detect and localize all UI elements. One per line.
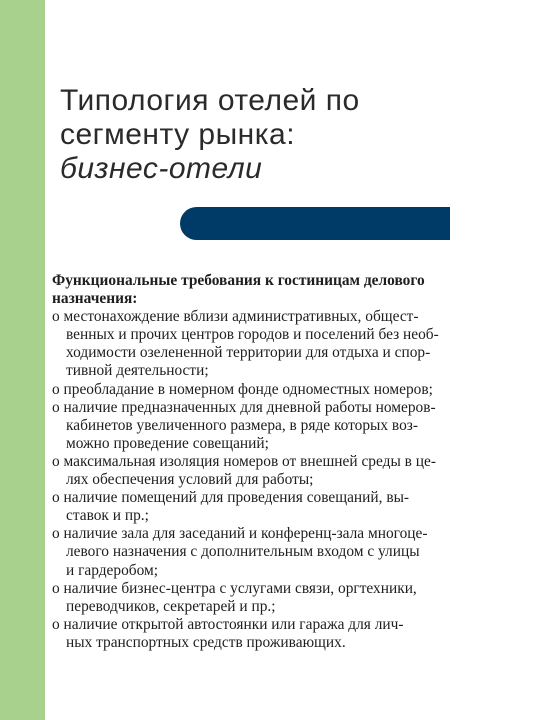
doc-line: кабинетов увеличенного размера, в ряде которых воз-	[66, 416, 418, 434]
doc-line: о наличие предназначенных для дневной работы номеров-	[52, 398, 436, 416]
doc-line: ходимости озелененной территории для отдыха и спор-	[66, 344, 431, 362]
doc-line: о местонахождение вблизи административных, общест-	[52, 308, 419, 326]
title-line-2: сегменту рынка:	[60, 118, 296, 151]
title-line-1: Типология отелей по	[60, 84, 360, 117]
doc-line: переводчиков, секретарей и пр.;	[66, 597, 276, 615]
accent-bar	[210, 207, 450, 240]
doc-heading-line-1: Функциональные требования к гостиницам делового	[52, 272, 425, 289]
doc-line: и гардеробом;	[66, 561, 159, 579]
doc-line: венных и прочих центров городов и поселений без необ-	[66, 326, 439, 344]
doc-line: о наличие зала для заседаний и конференц-зала многоце-	[52, 525, 428, 543]
doc-line: о наличие помещений для проведения совещаний, вы-	[52, 489, 410, 507]
title-line-3: бизнес-отели	[60, 152, 263, 185]
doc-line: о наличие открытой автостоянки или гаража для лич-	[52, 615, 404, 633]
doc-line: лях обеспечения условий для работы;	[66, 471, 314, 489]
doc-line: ных транспортных средств проживающих.	[66, 633, 346, 651]
doc-line: тивной деятельности;	[66, 362, 209, 380]
doc-line: о наличие бизнес-центра с услугами связи, оргтехники,	[52, 579, 417, 597]
doc-heading-line-2: назначения:	[52, 290, 138, 308]
doc-line: о максимальная изоляция номеров от внешней среды в це-	[52, 452, 436, 470]
slide-title	[60, 84, 520, 186]
doc-line: о преобладание в номерном фонде одноместных номеров;	[52, 380, 433, 398]
doc-line: левого назначения с дополнительным входом с улицы	[66, 543, 420, 561]
doc-line: ставок и пр.;	[66, 507, 149, 525]
doc-line: можно проведение совещаний;	[66, 434, 269, 452]
document-scan-text	[52, 272, 508, 652]
